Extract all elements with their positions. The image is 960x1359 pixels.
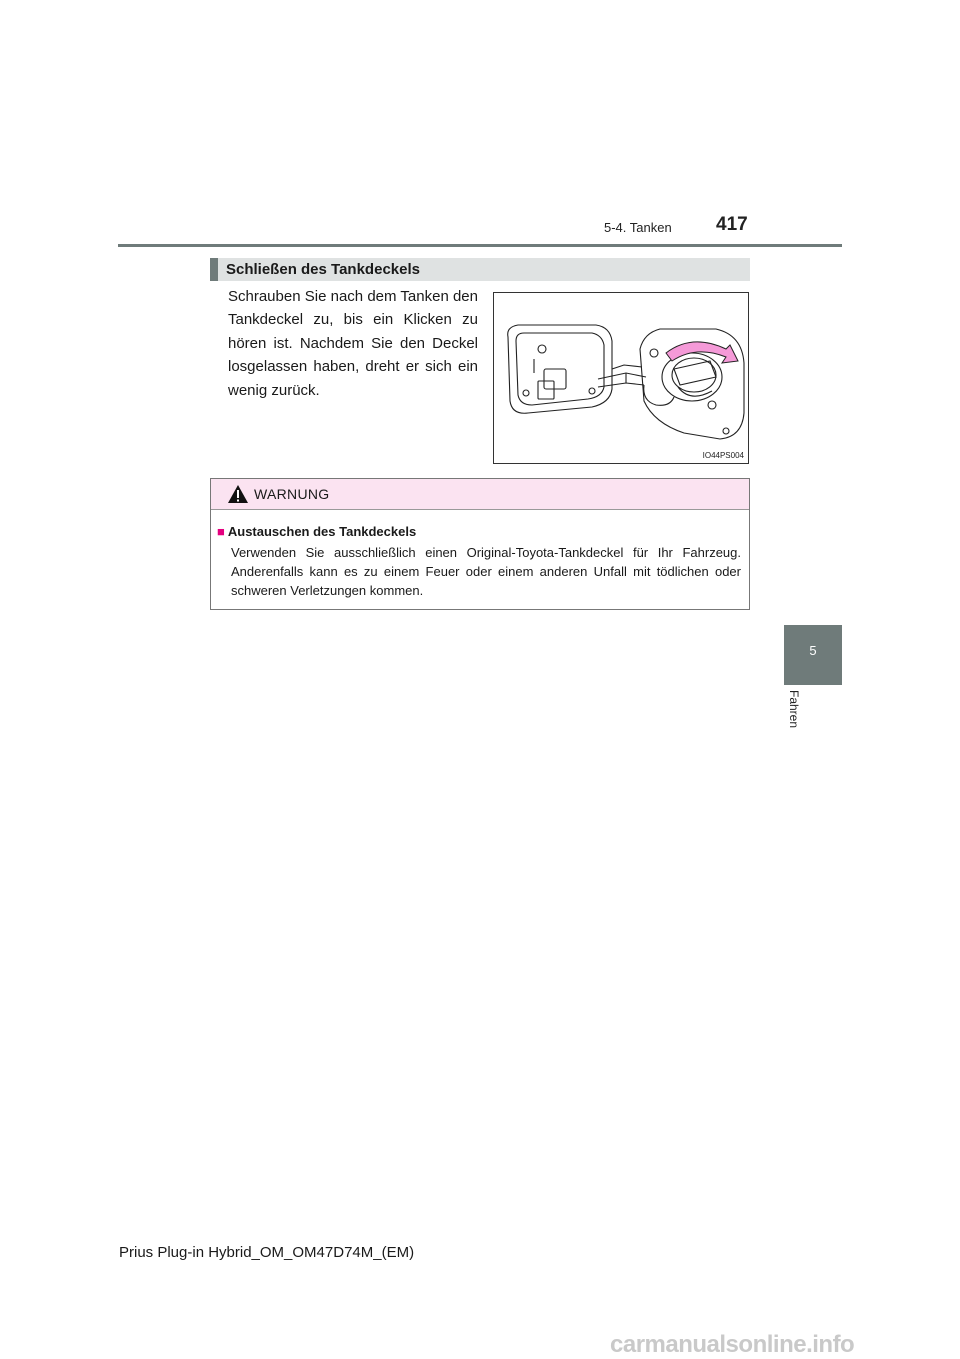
section-heading-bar bbox=[210, 258, 750, 281]
section-body-text: Schrauben Sie nach dem Tanken den Tankdeckel zu, bis ein Klicken zu hören ist. Nachdem Sie den Deckel losgelassen haben, dreht er sich ein wenig zurück. bbox=[228, 288, 478, 399]
watermark: carmanualsonline.info bbox=[610, 1331, 855, 1358]
section-title: Schließen des Tankdeckels bbox=[226, 261, 420, 278]
chapter-number: 5 bbox=[809, 643, 817, 658]
section-heading-accent bbox=[210, 258, 218, 281]
warning-label: WARNUNG bbox=[254, 486, 330, 502]
warning-header bbox=[211, 479, 749, 510]
chapter-title: Fahren bbox=[787, 690, 801, 729]
chapter-tab bbox=[784, 625, 842, 685]
footer-manual-id: Prius Plug-in Hybrid_OM_OM47D74M_(EM) bbox=[119, 1244, 415, 1261]
warning-bullet: ■ bbox=[217, 524, 225, 539]
warning-item-heading bbox=[217, 524, 416, 539]
warning-box bbox=[210, 478, 750, 610]
warning-item-title: Austauschen des Tankdeckels bbox=[227, 524, 417, 539]
fuel-cap-illustration bbox=[493, 292, 749, 464]
warning-triangle-icon bbox=[227, 484, 249, 504]
header-section-label: 5-4. Tanken bbox=[604, 220, 672, 235]
header-divider bbox=[118, 244, 842, 247]
figure-code: IO44PS004 bbox=[702, 451, 744, 460]
fuel-door-drawing bbox=[494, 293, 748, 463]
page-number: 417 bbox=[716, 214, 748, 235]
warning-item-text: Verwenden Sie ausschließlich einen Original-Toyota-Tankdeckel für Ihr Fahrzeug. Anderenfalls kann es zu einem Feuer oder einem anderen Unfall mit tödlichen oder schweren Verletzungen kommen. bbox=[231, 545, 741, 598]
